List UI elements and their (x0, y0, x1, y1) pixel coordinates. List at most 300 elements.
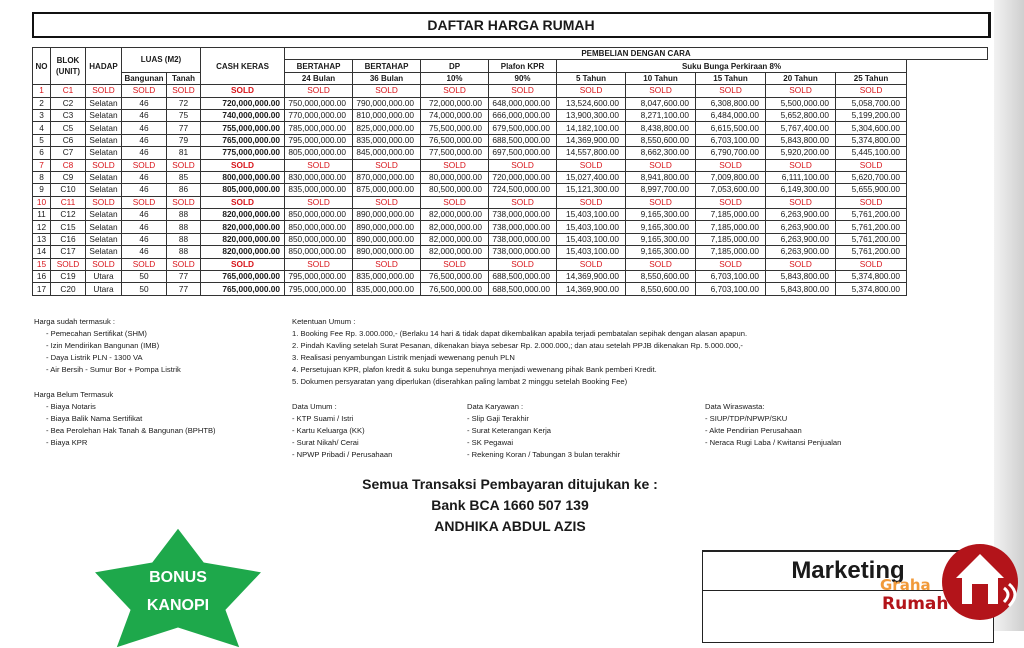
cell-no: 6 (33, 147, 51, 159)
excluded-item: - Biaya KPR (46, 438, 88, 447)
header-bertahap-36-sub: 36 Bulan (353, 72, 421, 84)
excluded-item: - Bea Perolehan Hak Tanah & Bangunan (BPHTB) (46, 426, 216, 435)
cell-5-tahun: SOLD (557, 85, 626, 97)
cell-cash: SOLD (201, 85, 285, 97)
cell-bangunan: 50 (122, 283, 167, 295)
cell-bertahap-36: 890,000,000.00 (353, 221, 421, 233)
header-blok-line2: (UNIT) (56, 67, 80, 77)
header-no: NO (33, 48, 51, 85)
cell-tanah: 88 (167, 221, 201, 233)
cell-bangunan: 46 (122, 233, 167, 245)
cell-15-tahun: SOLD (696, 258, 766, 270)
table-row (33, 258, 988, 270)
cell-tanah: 77 (167, 283, 201, 295)
cell-25-tahun: 5,199,200.00 (836, 109, 907, 121)
cell-cash: 820,000,000.00 (201, 246, 285, 258)
cell-15-tahun: 7,053,600.00 (696, 184, 766, 196)
cell-no: 15 (33, 258, 51, 270)
cell-cash: 800,000,000.00 (201, 171, 285, 183)
header-dp-sub: 10% (421, 72, 489, 84)
cell-bertahap-24: 750,000,000.00 (285, 97, 353, 109)
cell-cash: 820,000,000.00 (201, 209, 285, 221)
cell-bertahap-24: 850,000,000.00 (285, 246, 353, 258)
cell-10-tahun: 8,941,800.00 (626, 171, 696, 183)
cell-10-tahun: 9,165,300.00 (626, 221, 696, 233)
cell-25-tahun: SOLD (836, 85, 907, 97)
cell-plafon: SOLD (489, 258, 557, 270)
cell-20-tahun: 6,263,900.00 (766, 233, 836, 245)
cell-blok: C7 (51, 147, 86, 159)
cell-bangunan: 46 (122, 147, 167, 159)
cell-bangunan: 46 (122, 184, 167, 196)
cell-bertahap-36: 845,000,000.00 (353, 147, 421, 159)
cell-10-tahun: SOLD (626, 258, 696, 270)
logo-text-graha: Graha (880, 576, 931, 594)
cell-hadap: Selatan (86, 97, 122, 109)
table-row (33, 221, 988, 233)
cell-tanah: SOLD (167, 196, 201, 208)
cell-bertahap-36: 870,000,000.00 (353, 171, 421, 183)
cell-20-tahun: 6,263,900.00 (766, 221, 836, 233)
data-karyawan-item: - Surat Keterangan Kerja (467, 426, 552, 435)
cell-hadap: Selatan (86, 233, 122, 245)
cell-15-tahun: 6,703,100.00 (696, 283, 766, 295)
cell-20-tahun: 5,843,800.00 (766, 134, 836, 146)
cell-bangunan: 46 (122, 134, 167, 146)
included-heading: Harga sudah termasuk : (34, 317, 116, 326)
cell-cash: 820,000,000.00 (201, 233, 285, 245)
header-cash: CASH KERAS (201, 48, 285, 85)
cell-plafon: 679,500,000.00 (489, 122, 557, 134)
cell-bangunan: 46 (122, 97, 167, 109)
cell-bertahap-36: 890,000,000.00 (353, 209, 421, 221)
cell-no: 9 (33, 184, 51, 196)
cell-dp: 82,000,000.00 (421, 246, 489, 258)
cell-25-tahun: 5,761,200.00 (836, 233, 907, 245)
data-umum-item: - KTP Suami / Istri (292, 414, 354, 423)
table-row (33, 271, 988, 283)
cell-bertahap-36: SOLD (353, 196, 421, 208)
cell-tanah: 85 (167, 171, 201, 183)
cell-25-tahun: 5,761,200.00 (836, 246, 907, 258)
cell-plafon: 738,000,000.00 (489, 209, 557, 221)
table-row (33, 85, 988, 97)
cell-bertahap-36: SOLD (353, 159, 421, 171)
cell-plafon: 688,500,000.00 (489, 283, 557, 295)
header-bertahap-36: BERTAHAP (353, 60, 421, 72)
cell-no: 14 (33, 246, 51, 258)
cell-no: 7 (33, 159, 51, 171)
cell-hadap: Selatan (86, 171, 122, 183)
cell-dp: 77,500,000.00 (421, 147, 489, 159)
cell-blok: C5 (51, 122, 86, 134)
cell-bangunan: 46 (122, 221, 167, 233)
cell-bertahap-36: 835,000,000.00 (353, 283, 421, 295)
cell-tanah: 77 (167, 271, 201, 283)
cell-5-tahun: SOLD (557, 258, 626, 270)
cell-cash: SOLD (201, 196, 285, 208)
cell-20-tahun: 5,767,400.00 (766, 122, 836, 134)
cell-15-tahun: 7,185,000.00 (696, 246, 766, 258)
cell-cash: 755,000,000.00 (201, 122, 285, 134)
cell-5-tahun: 15,027,400.00 (557, 171, 626, 183)
cell-5-tahun: 13,900,300.00 (557, 109, 626, 121)
cell-hadap: Selatan (86, 134, 122, 146)
cell-10-tahun: 8,997,700.00 (626, 184, 696, 196)
cell-dp: 82,000,000.00 (421, 209, 489, 221)
cell-25-tahun: 5,304,600.00 (836, 122, 907, 134)
header-dp: DP (421, 60, 489, 72)
cell-25-tahun: 5,445,100.00 (836, 147, 907, 159)
cell-hadap: SOLD (86, 196, 122, 208)
data-wiraswasta-item: - Akte Pendirian Perusahaan (705, 426, 802, 435)
cell-bertahap-36: 890,000,000.00 (353, 233, 421, 245)
cell-dp: 74,000,000.00 (421, 109, 489, 121)
cell-bertahap-24: 795,000,000.00 (285, 283, 353, 295)
table-row (33, 134, 988, 146)
included-item: - Izin Mendirikan Bangunan (IMB) (46, 341, 160, 350)
cell-hadap: Selatan (86, 184, 122, 196)
terms-list (292, 316, 747, 388)
data-karyawan-heading: Data Karyawan : (467, 402, 524, 411)
cell-5-tahun: 15,403,100.00 (557, 209, 626, 221)
cell-bertahap-24: SOLD (285, 258, 353, 270)
table-row (33, 246, 988, 258)
cell-20-tahun: 6,149,300.00 (766, 184, 836, 196)
terms-item: 4. Persetujuan KPR, plafon kredit & suku bunga sepenuhnya menjadi wewenang pihak Bank pemberi Kredit. (292, 365, 657, 374)
cell-10-tahun: 8,662,300.00 (626, 147, 696, 159)
cell-cash: 740,000,000.00 (201, 109, 285, 121)
cell-no: 11 (33, 209, 51, 221)
cell-15-tahun: 7,009,800.00 (696, 171, 766, 183)
cell-plafon: 688,500,000.00 (489, 271, 557, 283)
cell-bertahap-36: SOLD (353, 258, 421, 270)
bonus-text (92, 564, 264, 620)
cell-5-tahun: 15,403,100.00 (557, 233, 626, 245)
table-row (33, 196, 988, 208)
data-umum-list (292, 401, 392, 461)
cell-20-tahun: 5,500,000.00 (766, 97, 836, 109)
table-row (33, 233, 988, 245)
header-blok-line1: BLOK (56, 56, 80, 66)
cell-no: 1 (33, 85, 51, 97)
cell-bertahap-24: 850,000,000.00 (285, 221, 353, 233)
table-row (33, 171, 988, 183)
cell-dp: 76,500,000.00 (421, 271, 489, 283)
cell-20-tahun: SOLD (766, 258, 836, 270)
cell-bangunan: SOLD (122, 196, 167, 208)
cell-hadap: Selatan (86, 221, 122, 233)
cell-hadap: Selatan (86, 209, 122, 221)
cell-no: 10 (33, 196, 51, 208)
payment-info (330, 474, 690, 537)
data-karyawan-item: - Slip Gaji Terakhir (467, 414, 529, 423)
header-tanah: Tanah (167, 72, 201, 84)
cell-cash: SOLD (201, 258, 285, 270)
cell-blok: C12 (51, 209, 86, 221)
cell-20-tahun: 6,263,900.00 (766, 209, 836, 221)
cell-5-tahun: 15,403,100.00 (557, 246, 626, 258)
cell-plafon: 724,500,000.00 (489, 184, 557, 196)
cell-plafon: 697,500,000.00 (489, 147, 557, 159)
cell-bangunan: 46 (122, 109, 167, 121)
cell-bangunan: SOLD (122, 159, 167, 171)
cell-5-tahun: SOLD (557, 196, 626, 208)
table-row (33, 97, 988, 109)
cell-25-tahun: 5,374,800.00 (836, 271, 907, 283)
account-holder: ANDHIKA ABDUL AZIS (434, 518, 586, 534)
cell-20-tahun: 5,843,800.00 (766, 283, 836, 295)
cell-15-tahun: SOLD (696, 159, 766, 171)
cell-5-tahun: 14,182,100.00 (557, 122, 626, 134)
cell-blok: C17 (51, 246, 86, 258)
cell-bangunan: 46 (122, 171, 167, 183)
cell-plafon: 648,000,000.00 (489, 97, 557, 109)
cell-plafon: 720,000,000.00 (489, 171, 557, 183)
cell-10-tahun: 9,165,300.00 (626, 246, 696, 258)
cell-tanah: 77 (167, 122, 201, 134)
cell-15-tahun: 6,703,100.00 (696, 271, 766, 283)
data-umum-item: - Surat Nikah/ Cerai (292, 438, 359, 447)
cell-15-tahun: 6,484,000.00 (696, 109, 766, 121)
cell-no: 8 (33, 171, 51, 183)
included-item: - Daya Listrik PLN - 1300 VA (46, 353, 143, 362)
cell-5-tahun: 14,369,900.00 (557, 134, 626, 146)
header-blok (51, 48, 86, 85)
table-row (33, 283, 988, 295)
cell-20-tahun: 6,111,100.00 (766, 171, 836, 183)
cell-10-tahun: 9,165,300.00 (626, 233, 696, 245)
cell-15-tahun: 7,185,000.00 (696, 221, 766, 233)
cell-10-tahun: 8,271,100.00 (626, 109, 696, 121)
cell-5-tahun: 15,121,300.00 (557, 184, 626, 196)
cell-hadap: Selatan (86, 147, 122, 159)
header-10-tahun: 10 Tahun (626, 72, 696, 84)
data-wiraswasta-heading: Data Wiraswasta: (705, 402, 765, 411)
cell-15-tahun: 6,703,100.00 (696, 134, 766, 146)
cell-bertahap-24: 850,000,000.00 (285, 233, 353, 245)
data-karyawan-item: - SK Pegawai (467, 438, 514, 447)
cell-25-tahun: SOLD (836, 258, 907, 270)
cell-tanah: 79 (167, 134, 201, 146)
cell-cash: 765,000,000.00 (201, 134, 285, 146)
cell-10-tahun: 8,438,800.00 (626, 122, 696, 134)
cell-10-tahun: 8,550,600.00 (626, 283, 696, 295)
cell-blok: C19 (51, 271, 86, 283)
cell-bertahap-24: 850,000,000.00 (285, 209, 353, 221)
cell-blok: C8 (51, 159, 86, 171)
cell-plafon: SOLD (489, 196, 557, 208)
cell-dp: 82,000,000.00 (421, 221, 489, 233)
cell-blok: C2 (51, 97, 86, 109)
cell-25-tahun: 5,374,800.00 (836, 283, 907, 295)
cell-bertahap-36: 875,000,000.00 (353, 184, 421, 196)
cell-dp: SOLD (421, 196, 489, 208)
cell-15-tahun: 7,185,000.00 (696, 209, 766, 221)
cell-hadap: SOLD (86, 159, 122, 171)
cell-5-tahun: SOLD (557, 159, 626, 171)
included-item: - Air Bersih - Sumur Bor + Pompa Listrik (46, 365, 181, 374)
cell-bertahap-24: 795,000,000.00 (285, 134, 353, 146)
cell-20-tahun: SOLD (766, 159, 836, 171)
cell-dp: 76,500,000.00 (421, 283, 489, 295)
terms-heading: Ketentuan Umum : (292, 317, 356, 326)
table-row (33, 147, 988, 159)
data-umum-heading: Data Umum : (292, 402, 337, 411)
cell-5-tahun: 14,369,900.00 (557, 283, 626, 295)
cell-5-tahun: 13,524,600.00 (557, 97, 626, 109)
cell-bertahap-24: 835,000,000.00 (285, 184, 353, 196)
cell-25-tahun: 5,374,800.00 (836, 134, 907, 146)
cell-dp: SOLD (421, 85, 489, 97)
cell-bangunan: SOLD (122, 85, 167, 97)
cell-blok: C10 (51, 184, 86, 196)
cell-dp: 82,000,000.00 (421, 233, 489, 245)
header-5-tahun: 5 Tahun (557, 72, 626, 84)
cell-bertahap-24: 795,000,000.00 (285, 271, 353, 283)
table-row (33, 184, 988, 196)
cell-hadap: Utara (86, 271, 122, 283)
price-table (32, 47, 988, 296)
cell-tanah: 88 (167, 233, 201, 245)
header-suku-bunga: Suku Bunga Perkiraan 8% (557, 60, 907, 72)
cell-15-tahun: 6,790,700.00 (696, 147, 766, 159)
cell-tanah: SOLD (167, 159, 201, 171)
cell-10-tahun: SOLD (626, 159, 696, 171)
cell-bertahap-24: 785,000,000.00 (285, 122, 353, 134)
cell-blok: C6 (51, 134, 86, 146)
cell-25-tahun: 5,655,900.00 (836, 184, 907, 196)
cell-15-tahun: 6,308,800.00 (696, 97, 766, 109)
cell-bertahap-36: 835,000,000.00 (353, 134, 421, 146)
cell-cash: 775,000,000.00 (201, 147, 285, 159)
data-karyawan-list (467, 401, 620, 461)
header-25-tahun: 25 Tahun (836, 72, 907, 84)
cell-25-tahun: SOLD (836, 159, 907, 171)
cell-hadap: Utara (86, 283, 122, 295)
cell-20-tahun: SOLD (766, 196, 836, 208)
cell-20-tahun: 5,652,800.00 (766, 109, 836, 121)
header-bertahap-24-sub: 24 Bulan (285, 72, 353, 84)
cell-tanah: 75 (167, 109, 201, 121)
header-plafon: Plafon KPR (489, 60, 557, 72)
table-row (33, 122, 988, 134)
cell-tanah: SOLD (167, 85, 201, 97)
cell-tanah: SOLD (167, 258, 201, 270)
bonus-line1: BONUS (149, 569, 207, 586)
cell-plafon: 738,000,000.00 (489, 233, 557, 245)
cell-20-tahun: 5,843,800.00 (766, 271, 836, 283)
cell-hadap: SOLD (86, 258, 122, 270)
cell-blok: SOLD (51, 258, 86, 270)
cell-dp: 75,500,000.00 (421, 122, 489, 134)
cell-10-tahun: SOLD (626, 85, 696, 97)
cell-plafon: SOLD (489, 85, 557, 97)
cell-10-tahun: 8,047,600.00 (626, 97, 696, 109)
cell-tanah: 86 (167, 184, 201, 196)
cell-bangunan: 46 (122, 209, 167, 221)
header-plafon-sub: 90% (489, 72, 557, 84)
marketing-title: Marketing (791, 557, 905, 584)
company-logo (872, 542, 1024, 631)
cell-cash: 765,000,000.00 (201, 283, 285, 295)
cell-plafon: 738,000,000.00 (489, 246, 557, 258)
cell-no: 12 (33, 221, 51, 233)
cell-bertahap-36: SOLD (353, 85, 421, 97)
cell-hadap: SOLD (86, 85, 122, 97)
cell-blok: C11 (51, 196, 86, 208)
header-luas: LUAS (M2) (122, 48, 201, 73)
cell-no: 13 (33, 233, 51, 245)
data-umum-item: - Kartu Keluarga (KK) (292, 426, 365, 435)
cell-25-tahun: 5,058,700.00 (836, 97, 907, 109)
cell-25-tahun: 5,620,700.00 (836, 171, 907, 183)
cell-tanah: 88 (167, 209, 201, 221)
excluded-heading: Harga Belum Termasuk (34, 390, 114, 399)
cell-no: 5 (33, 134, 51, 146)
table-row (33, 209, 988, 221)
cell-blok: C1 (51, 85, 86, 97)
price-table-body (33, 85, 988, 296)
cell-cash: 720,000,000.00 (201, 97, 285, 109)
cell-10-tahun: 8,550,600.00 (626, 134, 696, 146)
cell-20-tahun: SOLD (766, 85, 836, 97)
cell-bertahap-36: 810,000,000.00 (353, 109, 421, 121)
cell-15-tahun: SOLD (696, 85, 766, 97)
header-15-tahun: 15 Tahun (696, 72, 766, 84)
cell-bangunan: 46 (122, 122, 167, 134)
bonus-line2: KANOPI (146, 597, 210, 614)
cell-20-tahun: 6,263,900.00 (766, 246, 836, 258)
header-bertahap-24: BERTAHAP (285, 60, 353, 72)
table-row (33, 109, 988, 121)
cell-cash: 765,000,000.00 (201, 271, 285, 283)
cell-blok: C15 (51, 221, 86, 233)
cell-blok: C3 (51, 109, 86, 121)
bank-account: Bank BCA 1660 507 139 (431, 497, 589, 513)
cell-plafon: 738,000,000.00 (489, 221, 557, 233)
cell-bangunan: 50 (122, 271, 167, 283)
cell-hadap: Selatan (86, 122, 122, 134)
data-karyawan-item: - Rekening Koran / Tabungan 3 bulan terakhir (467, 450, 621, 459)
logo-text-rumah: Rumah (882, 594, 949, 614)
cell-no: 4 (33, 122, 51, 134)
terms-item: 5. Dokumen persyaratan yang diperlukan (diserahkan paling lambat 2 minggu setelah Booking Fee) (292, 377, 628, 386)
cell-plafon: 666,000,000.00 (489, 109, 557, 121)
header-hadap: HADAP (86, 48, 122, 85)
table-row (33, 159, 988, 171)
cell-no: 2 (33, 97, 51, 109)
cell-20-tahun: 5,920,200.00 (766, 147, 836, 159)
cell-bertahap-36: 825,000,000.00 (353, 122, 421, 134)
cell-5-tahun: 15,403,100.00 (557, 221, 626, 233)
cell-bertahap-24: 830,000,000.00 (285, 171, 353, 183)
cell-bangunan: SOLD (122, 258, 167, 270)
excluded-item: - Biaya Notaris (46, 402, 96, 411)
cell-10-tahun: 9,165,300.00 (626, 209, 696, 221)
cell-10-tahun: 8,550,600.00 (626, 271, 696, 283)
cell-cash: SOLD (201, 159, 285, 171)
cell-bertahap-36: 890,000,000.00 (353, 246, 421, 258)
cell-bertahap-24: 770,000,000.00 (285, 109, 353, 121)
cell-5-tahun: 14,557,800.00 (557, 147, 626, 159)
cell-no: 3 (33, 109, 51, 121)
cell-hadap: Selatan (86, 109, 122, 121)
terms-item: 2. Pindah Kavling setelah Surat Pesanan, dikenakan biaya sebesar Rp. 2.000.000,; dan atau setelah PPJB dikenakan Rp. 5.000.000,- (292, 341, 743, 350)
cell-bertahap-24: SOLD (285, 159, 353, 171)
data-wiraswasta-item: - Neraca Rugi Laba / Kwitansi Penjualan (705, 438, 842, 447)
included-list (34, 316, 181, 376)
